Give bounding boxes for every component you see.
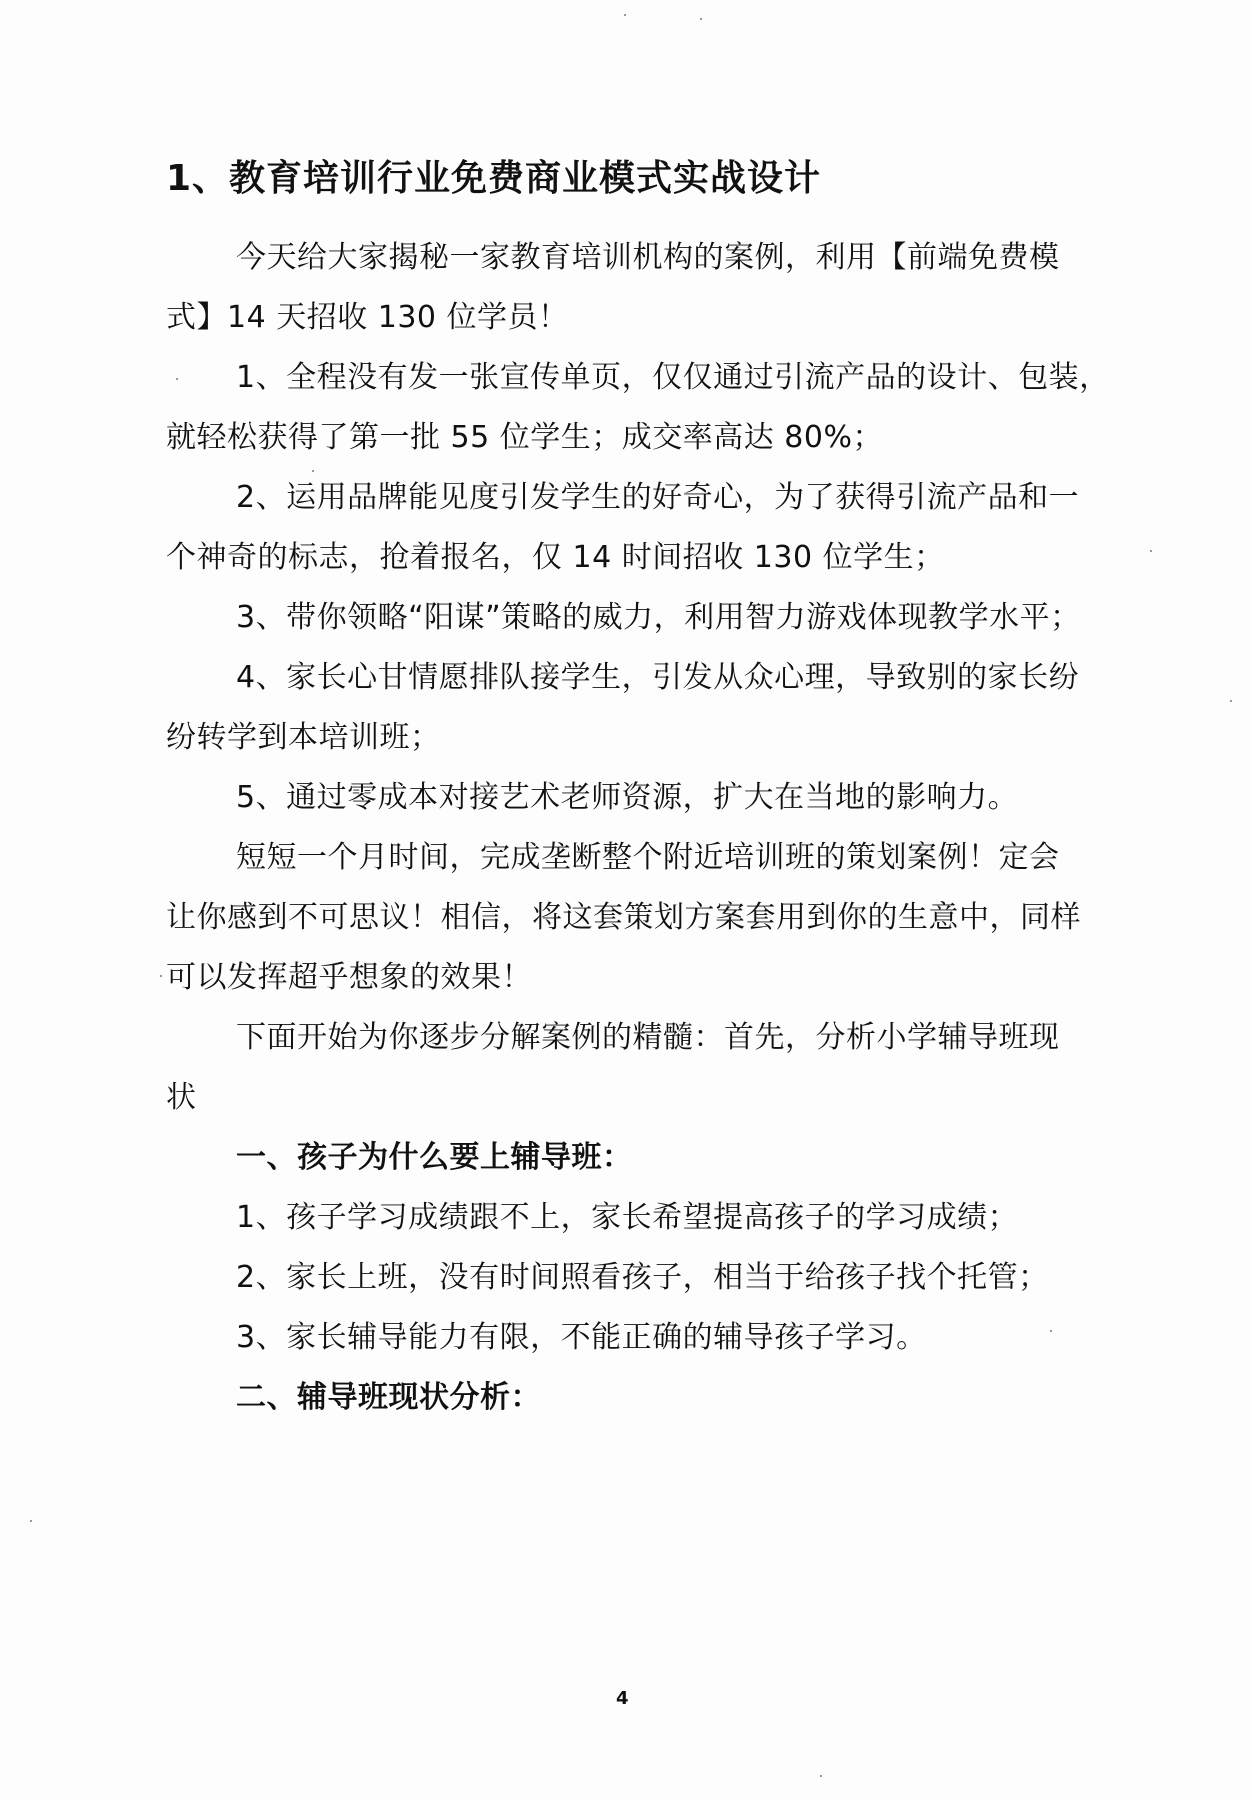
paragraph-line: 3、带你领略“阳谋”策略的威力，利用智力游戏体现教学水平； [236, 600, 1081, 635]
scan-speck [30, 1520, 32, 1522]
paragraph-line: 状 [166, 1080, 197, 1115]
paragraph-line: 2、运用品牌能见度引发学生的好奇心，为了获得引流产品和一 [236, 480, 1080, 515]
paragraph-line: 式】14 天招收 130 位学员！ [166, 300, 569, 335]
paragraph-line: 今天给大家揭秘一家教育培训机构的案例，利用【前端免费模 [236, 240, 1060, 275]
paragraph-line: 可以发挥超乎想象的效果！ [166, 960, 532, 995]
scan-speck [1150, 550, 1152, 552]
list-item: 1、孩子学习成绩跟不上，家长希望提高孩子的学习成绩； [236, 1200, 1019, 1235]
scan-speck [312, 470, 314, 472]
paragraph-line: 纷转学到本培训班； [166, 720, 441, 755]
page-number: 4 [616, 1688, 629, 1709]
scan-speck [176, 378, 178, 380]
paragraph-line: 5、通过零成本对接艺术老师资源，扩大在当地的影响力。 [236, 780, 1019, 815]
scan-speck [160, 975, 162, 977]
paragraph-line: 1、全程没有发一张宣传单页，仅仅通过引流产品的设计、包装， [236, 360, 1110, 395]
paragraph-line: 就轻松获得了第一批 55 位学生；成交率高达 80%； [166, 420, 883, 455]
scan-speck [820, 1775, 822, 1777]
section-heading: 一、孩子为什么要上辅导班： [236, 1140, 633, 1175]
scan-speck [1050, 1330, 1052, 1332]
paragraph-line: 个神奇的标志，抢着报名，仅 14 时间招收 130 位学生； [166, 540, 945, 575]
document-title: 1、教育培训行业免费商业模式实战设计 [166, 158, 822, 199]
paragraph-line: 4、家长心甘情愿排队接学生，引发从众心理，导致别的家长纷 [236, 660, 1080, 695]
paragraph-line: 下面开始为你逐步分解案例的精髓：首先，分析小学辅导班现 [236, 1020, 1060, 1055]
scan-speck [700, 18, 702, 20]
paragraph-line: 短短一个月时间，完成垄断整个附近培训班的策划案例！定会 [236, 840, 1060, 875]
paragraph-line: 让你感到不可思议！相信，将这套策划方案套用到你的生意中，同样 [166, 900, 1081, 935]
list-item: 2、家长上班，没有时间照看孩子，相当于给孩子找个托管； [236, 1260, 1049, 1295]
scan-speck [624, 14, 626, 16]
list-item: 3、家长辅导能力有限，不能正确的辅导孩子学习。 [236, 1320, 927, 1355]
section-heading: 二、辅导班现状分析： [236, 1380, 541, 1415]
scan-speck [1230, 700, 1232, 702]
